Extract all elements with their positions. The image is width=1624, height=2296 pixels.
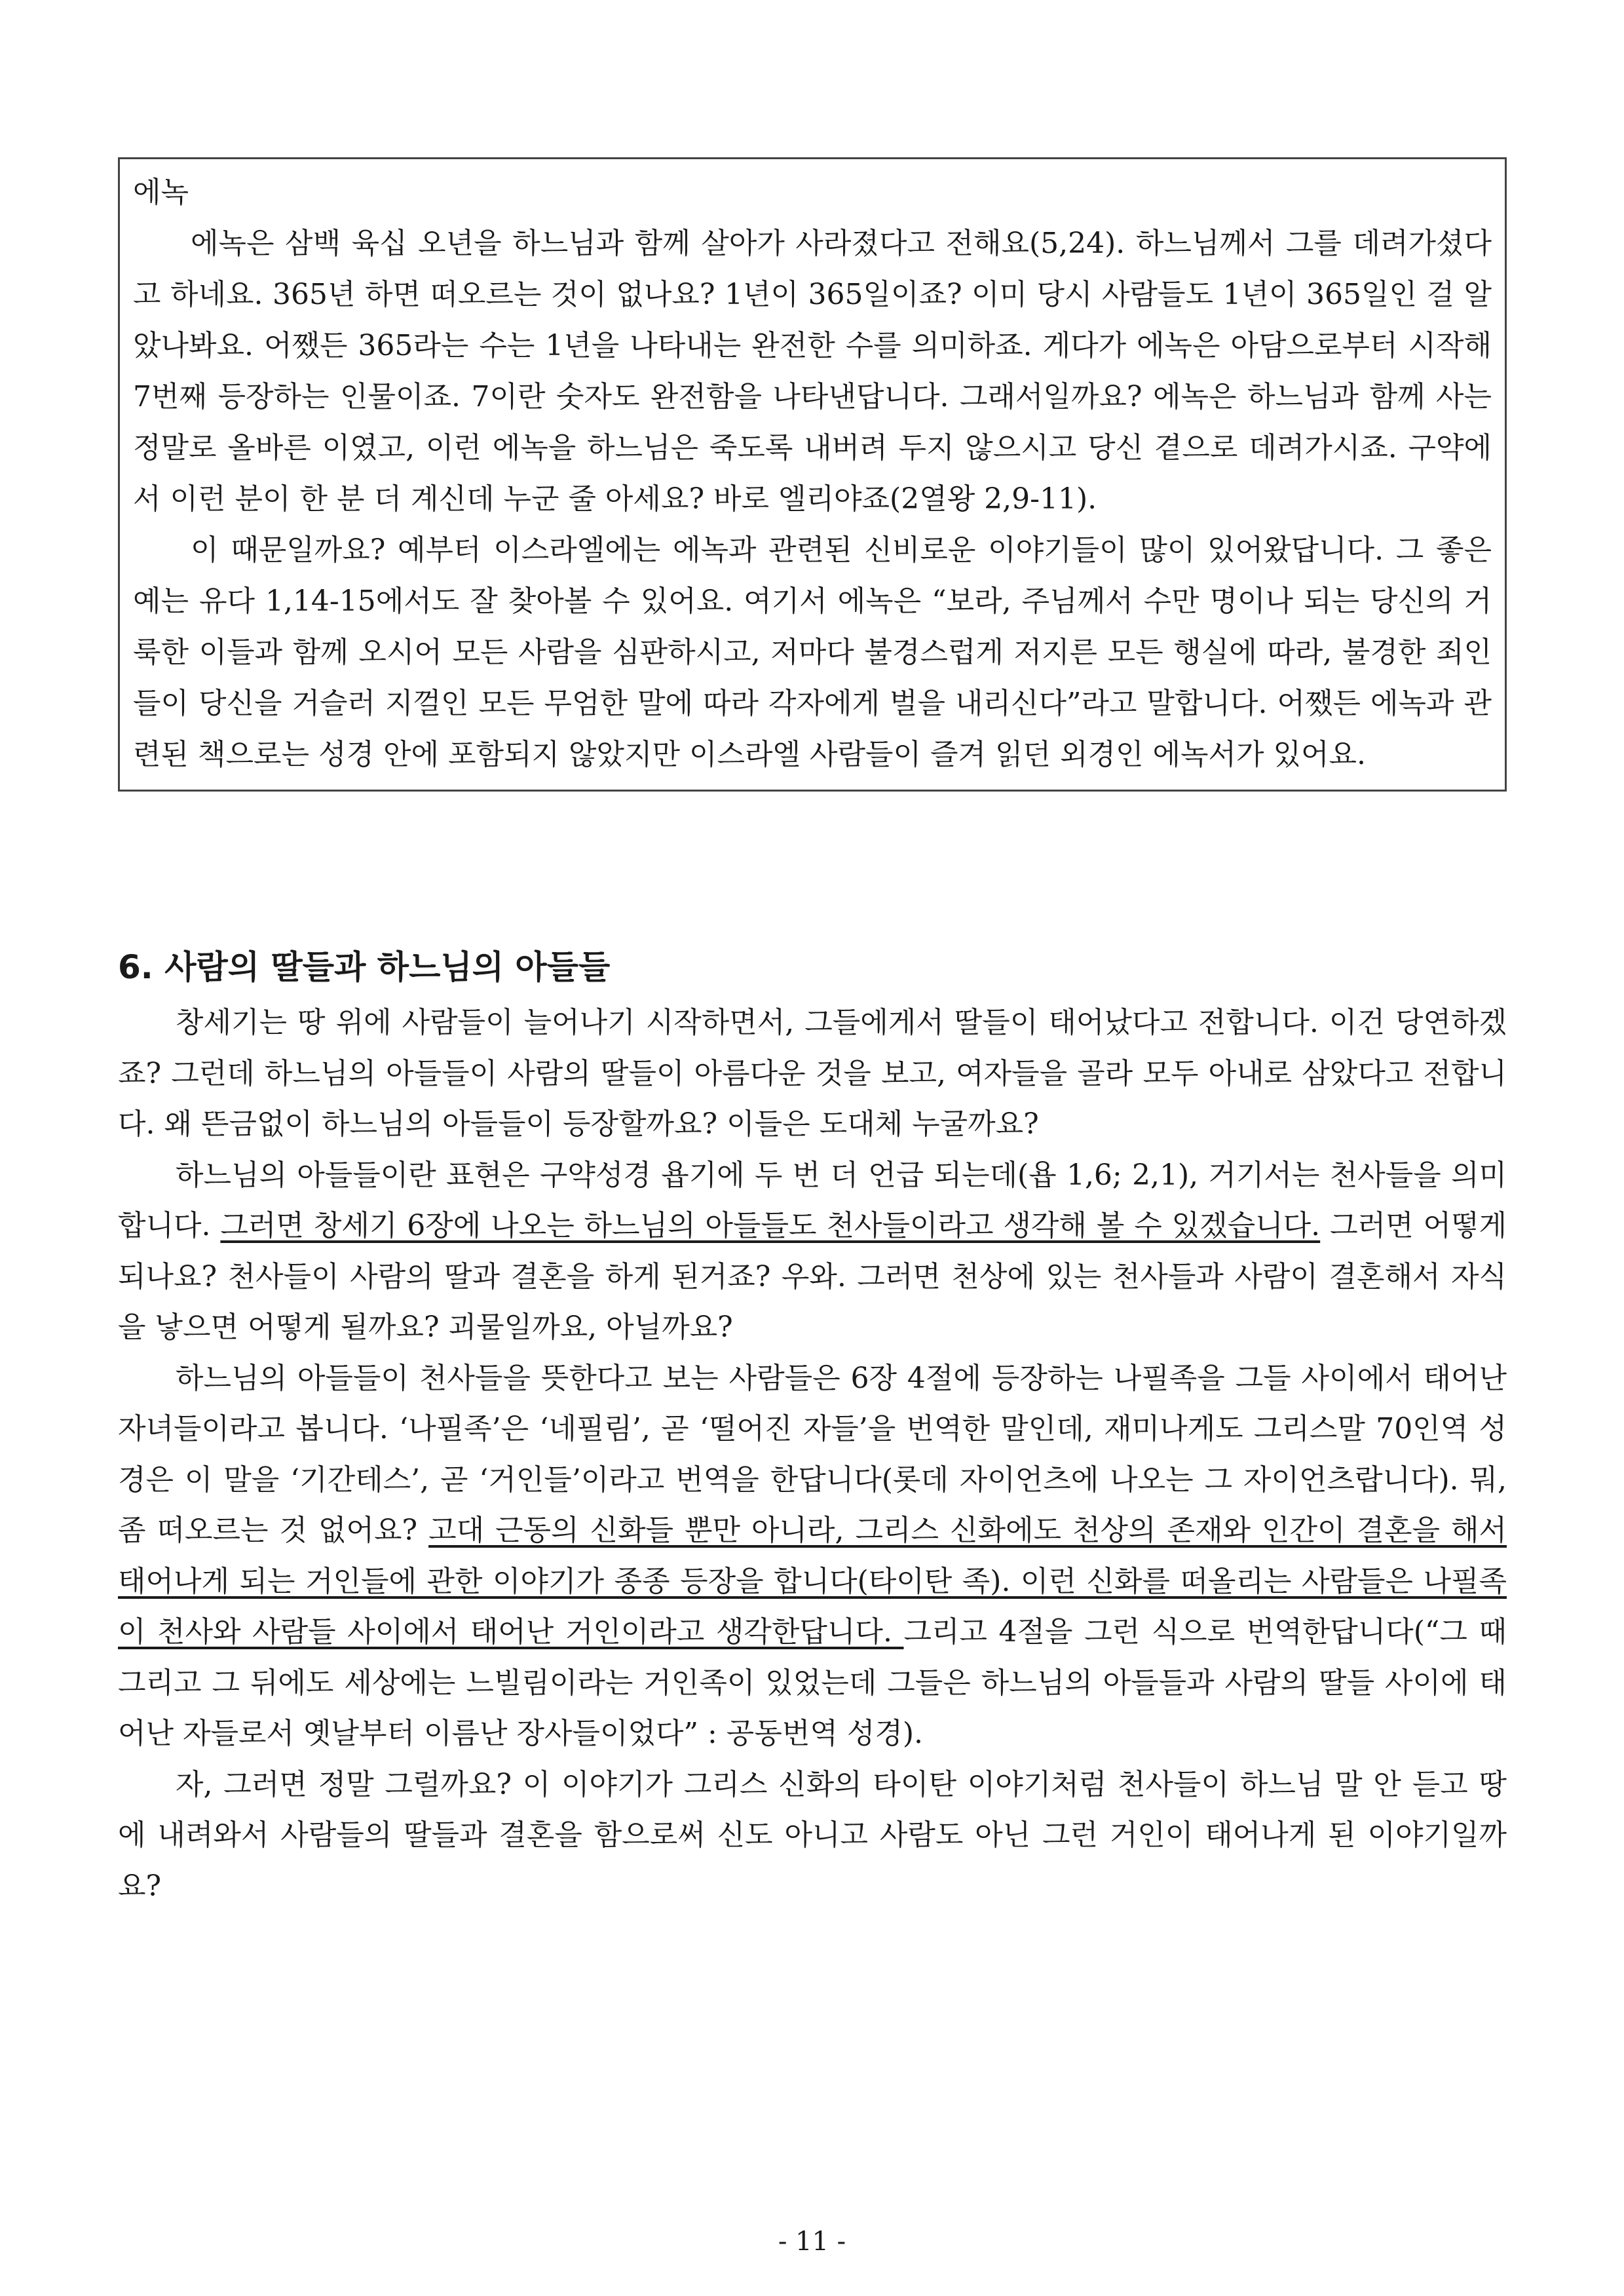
p3-text-a: 하느님의 아들들이 천사들을 뜻한다고 보는 사람들은 6장 4절에 등장하는 나필족을 그들 사이에서 태어난 자녀들이라고 봅니다. ‘나필족’은 ‘네필림’, 곧 ‘떨어진 자들’을 번역한 말인데, 재미나게도 그리스말 70인역 성경은 이 말을 ‘기간테스’, 곧 ‘거인들’이라고 번역을 한답니다(롯데 자이언츠에 나오는 그 자이언츠랍니다). 뭐, 좀 떠오르는 것 없어요? bbox=[118, 1361, 1507, 1547]
p3-text-b: 그리고 4절을 그런 식으로 번역한답니다(“그 때 그리고 그 뒤에도 세상에는 느빌림이라는 거인족이 있었는데 그들은 하느님의 아들들과 사람의 딸들 사이에 태어난 자들로서 옛날부터 이름난 장사들이었다” : 공동번역 성경). bbox=[118, 1615, 1507, 1750]
body-paragraph-1: 창세기는 땅 위에 사람들이 늘어나기 시작하면서, 그들에게서 딸들이 태어났다고 전합니다. 이건 당연하겠죠? 그런데 하느님의 아들들이 사람의 딸들이 아름다운 것을 보고, 여자들을 골라 모두 아내로 삼았다고 전합니다. 왜 뜬금없이 하느님의 아들들이 등장할까요? 이들은 도대체 누굴까요? bbox=[118, 1006, 1507, 1141]
section-heading: 6. 사람의 딸들과 하느님의 아들들 bbox=[118, 948, 611, 986]
body-paragraph-3 bbox=[118, 1353, 1507, 1759]
body-paragraph-2 bbox=[118, 1150, 1507, 1353]
box-title: 에녹 bbox=[133, 176, 189, 209]
box-paragraph-2: 이 때문일까요? 예부터 이스라엘에는 에녹과 관련된 신비로운 이야기들이 많이 있어왔답니다. 그 좋은 예는 유다 1,14-15에서도 잘 찾아볼 수 있어요. 여기서 에녹은 “보라, 주님께서 수만 명이나 되는 당신의 거룩한 이들과 함께 오시어 모든 사람을 심판하시고, 저마다 불경스럽게 저지른 모든 행실에 따라, 불경한 죄인들이 당신을 거슬러 지껄인 모든 무엄한 말에 따라 각자에게 벌을 내리신다”라고 말합니다. 어쨌든 에녹과 관련된 책으로는 성경 안에 포함되지 않았지만 이스라엘 사람들이 즐겨 읽던 외경인 에녹서가 있어요. bbox=[133, 533, 1492, 771]
page-number: - 11 - bbox=[778, 2227, 846, 2257]
enoch-sidebar-box bbox=[118, 157, 1507, 792]
p2-underlined-text: 그러면 창세기 6장에 나오는 하느님의 아들들도 천사들이라고 생각해 볼 수 있겠습니다. bbox=[220, 1209, 1321, 1242]
p2-text-a: 하느님의 아들들이란 표현은 구약성경 욥기에 두 번 더 언급 되는데(욥 1,6; 2,1), 거기서는 천사들을 의미합니다. bbox=[118, 1158, 1507, 1242]
section-body bbox=[118, 997, 1507, 1911]
box-paragraph-1: 에녹은 삼백 육십 오년을 하느님과 함께 살아가 사라졌다고 전해요(5,24). 하느님께서 그를 데려가셨다고 하네요. 365년 하면 떠오르는 것이 없나요? 1년이 365일이죠? 이미 당시 사람들도 1년이 365일인 걸 알았나봐요. 어쨌든 365라는 수는 1년을 나타내는 완전한 수를 의미하죠. 게다가 에녹은 아담으로부터 시작해 7번째 등장하는 인물이죠. 7이란 숫자도 완전함을 나타낸답니다. 그래서일까요? 에녹은 하느님과 함께 사는 정말로 올바른 이였고, 이런 에녹을 하느님은 죽도록 내버려 두지 않으시고 당신 곁으로 데려가시죠. 구약에서 이런 분이 한 분 더 계신데 누군 줄 아세요? 바로 엘리야죠(2열왕 2,9-11). bbox=[133, 227, 1492, 516]
p3-underlined-text: 고대 근동의 신화들 뿐만 아니라, 그리스 신화에도 천상의 존재와 인간이 결혼을 해서 태어나게 되는 거인들에 관한 이야기가 종종 등장을 합니다(타이탄 족). 이런 신화를 떠올리는 사람들은 나필족이 천사와 사람들 사이에서 태어난 거인이라고 생각한답니다. bbox=[118, 1514, 1507, 1649]
body-paragraph-4: 자, 그러면 정말 그럴까요? 이 이야기가 그리스 신화의 타이탄 이야기처럼 천사들이 하느님 말 안 듣고 땅에 내려와서 사람들의 딸들과 결혼을 함으로써 신도 아니고 사람도 아닌 그런 거인이 태어나게 된 이야기일까요? bbox=[118, 1767, 1507, 1903]
p2-text-b: 그러면 어떻게 되나요? 천사들이 사람의 딸과 결혼을 하게 된거죠? 우와. 그러면 천상에 있는 천사들과 사람이 결혼해서 자식을 낳으면 어떻게 될까요? 괴물일까요, 아닐까요? bbox=[118, 1209, 1507, 1344]
